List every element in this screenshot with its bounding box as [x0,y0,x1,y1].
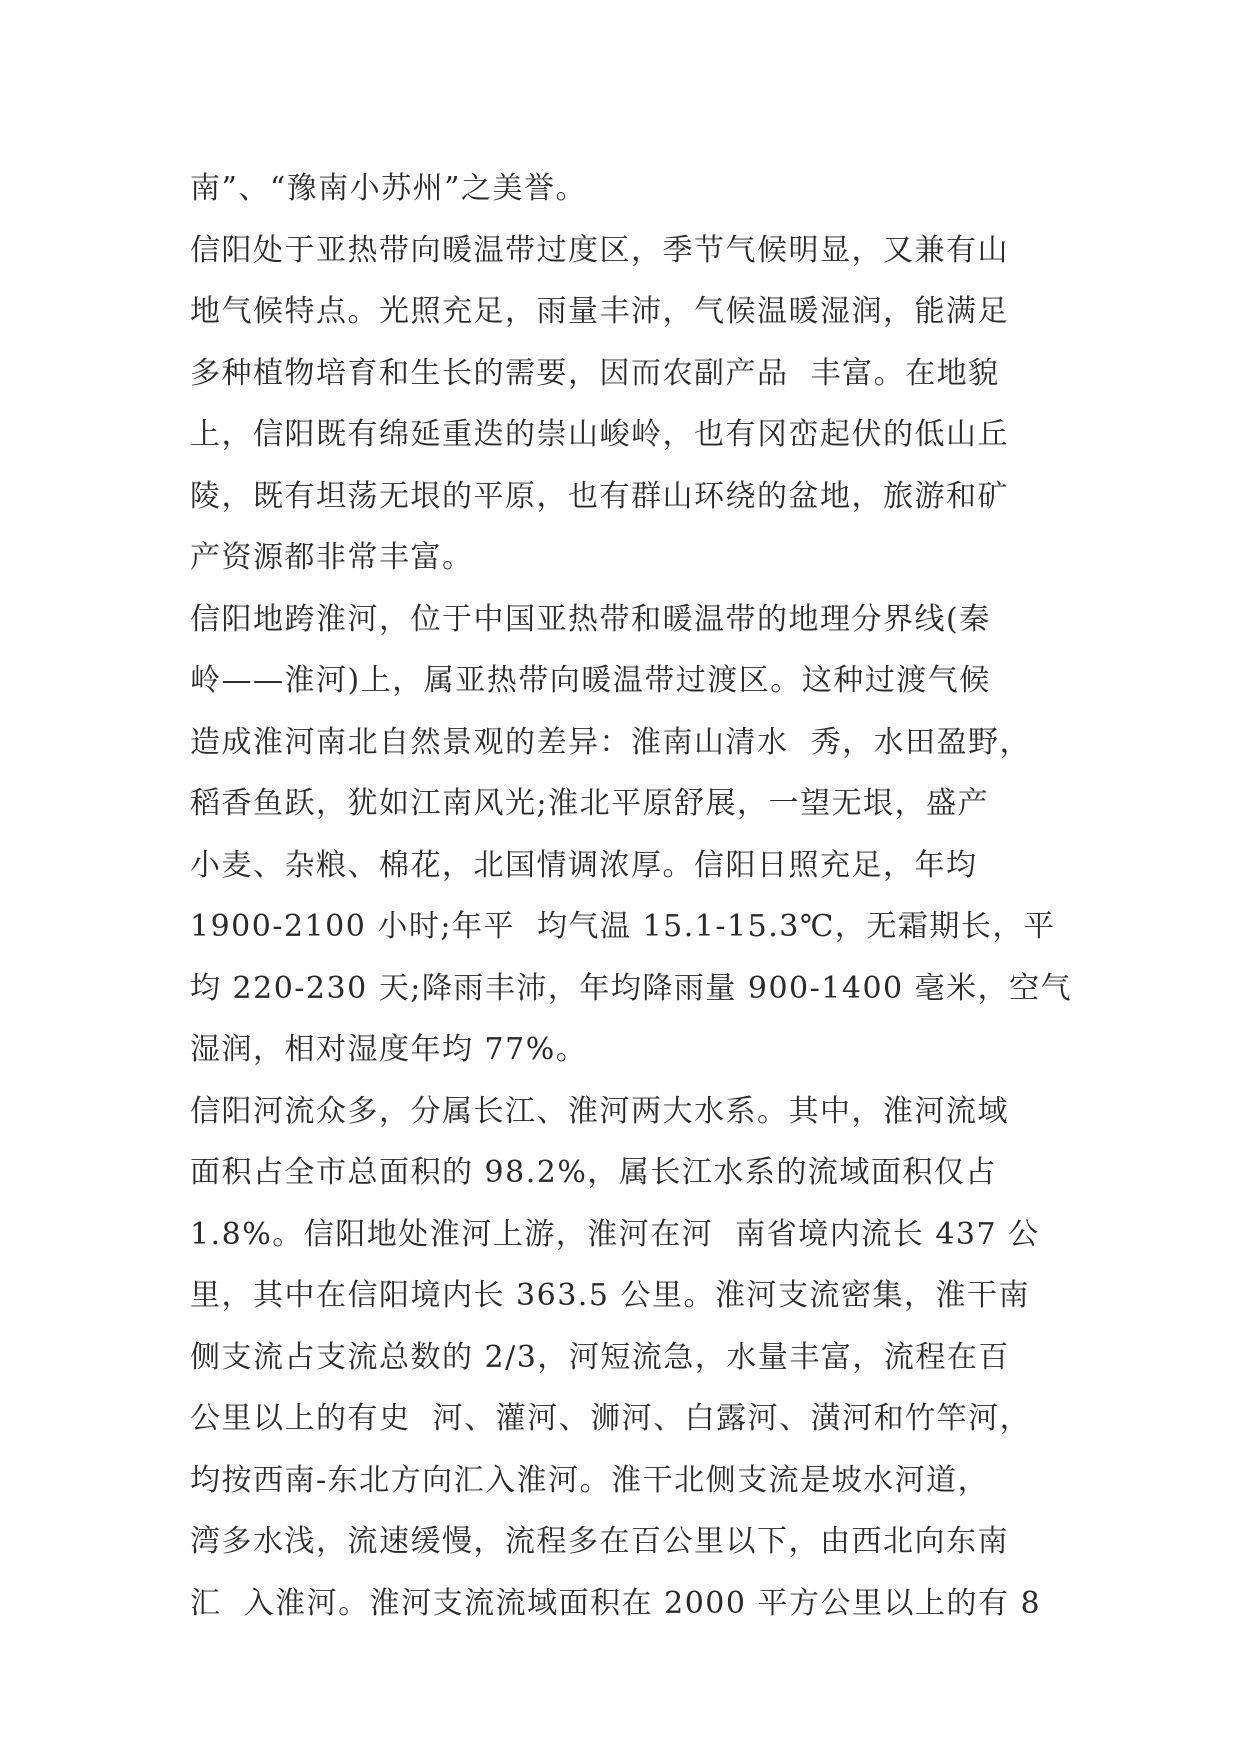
text-line: 信阳河流众多，分属长江、淮河两大水系。其中，淮河流域 [190,1093,1009,1129]
text-line: 稻香鱼跃，犹如江南风光;淮北平原舒展，一望无垠，盛产 [190,786,990,821]
text-line: 里，其中在信阳境内长 363.5 公里。淮河支流密集，淮干南 [190,1278,1030,1313]
text-line: 1900-2100 小时;年平 均气温 15.1-15.3℃，无霜期长，平 [190,909,1056,944]
body-text [190,158,1073,1634]
text-line: 1.8%。信阳地处淮河上游，淮河在河 南省境内流长 437 公 [190,1216,1040,1252]
text-line: 公里以上的有史 河、灌河、浉河、白露河、潢河和竹竿河， [190,1401,1032,1436]
text-line: 信阳地跨淮河，位于中国亚热带和暖温带的地理分界线(秦 [190,601,991,637]
text-line: 陵，既有坦荡无垠的平原，也有群山环绕的盆地，旅游和矿 [190,478,1009,514]
text-line: 造成淮河南北自然景观的差异：淮南山清水 秀，水田盈野， [190,724,1032,760]
text-line: 上，信阳既有绵延重迭的崇山峻岭，也有冈峦起伏的低山丘 [190,417,1009,452]
text-line: 面积占全市总面积的 98.2%，属长江水系的流域面积仅占 [190,1155,997,1190]
text-line: 湿润，相对湿度年均 77%。 [190,1032,588,1067]
text-line: 岭——淮河)上，属亚热带向暖温带过渡区。这种过渡气候 [190,663,991,698]
text-line: 均按西南-东北方向汇入淮河。淮干北侧支流是坡水河道， [190,1462,990,1498]
text-line: 南”、“豫南小苏州”之美誉。 [190,171,588,206]
text-line: 多种植物培育和生长的需要，因而农副产品 丰富。在地貌 [190,355,1000,391]
text-line: 均 220-230 天;降雨丰沛，年均降雨量 900-1400 毫米，空气 [190,970,1073,1006]
text-line: 小麦、杂粮、棉花，北国情调浓厚。信阳日照充足，年均 [190,847,978,883]
text-line: 地气候特点。光照充足，雨量丰沛，气候温暖湿润，能满足 [190,294,1009,329]
text-line: 汇 入淮河。淮河支流流域面积在 2000 平方公里以上的有 8 [190,1585,1042,1621]
text-line: 产资源都非常丰富。 [190,540,474,575]
text-line: 信阳处于亚热带向暖温带过度区，季节气候明显，又兼有山 [190,232,1009,268]
text-line: 侧支流占支流总数的 2/3，河短流急，水量丰富，流程在百 [190,1339,1010,1375]
text-line: 湾多水浅，流速缓慢，流程多在百公里以下，由西北向东南 [190,1524,1009,1559]
